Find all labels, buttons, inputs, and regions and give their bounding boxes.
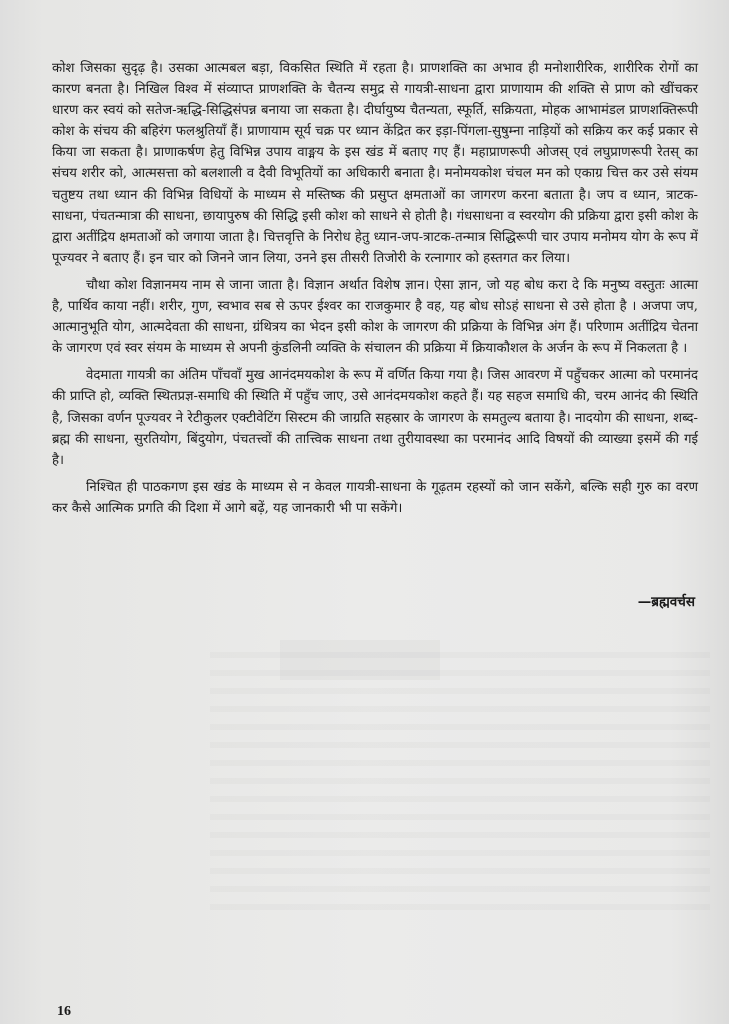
- paragraph-3: वेदमाता गायत्री का अंतिम पाँचवाँ मुख आनंदमयकोश के रूप में वर्णित किया गया है। जिस आवरण में पहुँचकर आत्मा को परमानंद की प्राप्ति हो, व्यक्ति स्थितप्रज्ञ-समाधि की स्थिति में पहुँच जाए, उसे आनंदमयकोश कहते हैं। यह सहज समाधि की, चरम आनंद की स्थिति है, जिसका वर्णन पूज्यवर ने रेटीकुलर एक्टीवेटिंग सिस्टम की जाग्रति सहस्रार के जागरण के समतुल्य बताया है। नादयोग की साधना, शब्द-ब्रह्म की साधना, सुरतियोग, बिंदुयोग, पंचतत्त्वों की तात्त्विक साधना तथा तुरीयावस्था का परमानंद आदि विषयों की व्याख्या इसमें की गई है।: [52, 368, 698, 468]
- paragraph-4: निश्चित ही पाठकगण इस खंड के माध्यम से न केवल गायत्री-साधना के गूढ़तम रहस्यों को जान सकेंगे, बल्कि सही गुरु का वरण कर कैसे आत्मिक प्रगति की दिशा में आगे बढ़ें, यह जानकारी भी पा सकेंगे।: [52, 479, 698, 516]
- page-number: 16: [57, 1004, 71, 1019]
- paragraph-1: कोश जिसका सुदृढ़ है। उसका आत्मबल बड़ा, विकसित स्थिति में रहता है। प्राणशक्ति का अभाव ही मनोशारीरिक, शारीरिक रोगों का कारण बनता है। निखिल विश्व में संव्याप्त प्राणशक्ति के चैतन्य समुद्र से गायत्री-साधना द्वारा प्राणायाम की शक्ति से प्राण को खींचकर धारण कर स्वयं को सतेज-ऋद्धि-सिद्धिसंपन्न बनाया जा सकता है। दीर्घायुष्य चैतन्यता, स्फूर्ति, सक्रियता, मोहक आभामंडल प्राणशक्तिरूपी कोश के संचय की बहिरंग फलश्रुतियाँ हैं। प्राणायाम सूर्य चक्र पर ध्यान केंद्रित कर इड़ा-पिंगला-सुषुम्ना नाड़ियों को सक्रिय कर कई प्रकार से किया जा सकता है। प्राणाकर्षण हेतु विभिन्न उपाय वाङ्मय के इस खंड में बताए गए हैं। महाप्राणरूपी ओजस् एवं लघुप्राणरूपी रेतस् का संचय शरीर को, आत्मसत्ता को बलशाली व दैवी विभूतियों का अधिकारी बनाता है। मनोमयकोश चंचल मन को एकाग्र चित्त कर उसे संयम चतुष्टय तथा ध्यान की विभिन्न विधियों के माध्यम से मस्तिष्क की प्रसुप्त क्षमताओं का जागरण करना बताता है। जप व ध्यान, त्राटक-साधना, पंचतन्मात्रा की साधना, छायापुरुष की सिद्धि इसी कोश को साधने से होती है। गंधसाधना व स्वरयोग की प्रक्रिया द्वारा इसी कोश के द्वारा अतींद्रिय क्षमताओं को जगाया जाता है। चित्तवृत्ति के निरोध हेतु ध्यान-जप-त्राटक-तन्मात्र सिद्धिरूपी चार उपाय मनोमय योग के रूप में पूज्यवर ने बताए हैं। इन चार को जिनने जान लिया, उनने इस तीसरी तिजोरी के रत्नागार को हस्तगत कर लिया।: [52, 61, 699, 266]
- body-text: [52, 58, 698, 525]
- paragraph-2: चौथा कोश विज्ञानमय नाम से जाना जाता है। विज्ञान अर्थात विशेष ज्ञान। ऐसा ज्ञान, जो यह बोध करा दे कि मनुष्य वस्तुतः आत्मा है, पार्थिव काया नहीं। शरीर, गुण, स्वभाव सब से ऊपर ईश्वर का राजकुमार है वह, यह बोध सोऽहं साधना से उसे होता है । अजपा जप, आत्मानुभूति योग, आत्मदेवता की साधना, ग्रंथित्रय का भेदन इसी कोश के जागरण की प्रक्रिया के विभिन्न अंग हैं। परिणाम अतींद्रिय चेतना के जागरण एवं स्वर संयम के माध्यम से अपनी कुंडलिनी व्यक्ति के संचालन की प्रक्रिया में क्रियाकौशल के अर्जन के रूप में निकलता है ।: [52, 277, 698, 357]
- reverse-page-bleed-through: [210, 640, 710, 920]
- reverse-page-title-bleed: [280, 640, 440, 680]
- author-signature: —ब्रह्मवर्चस: [637, 594, 695, 610]
